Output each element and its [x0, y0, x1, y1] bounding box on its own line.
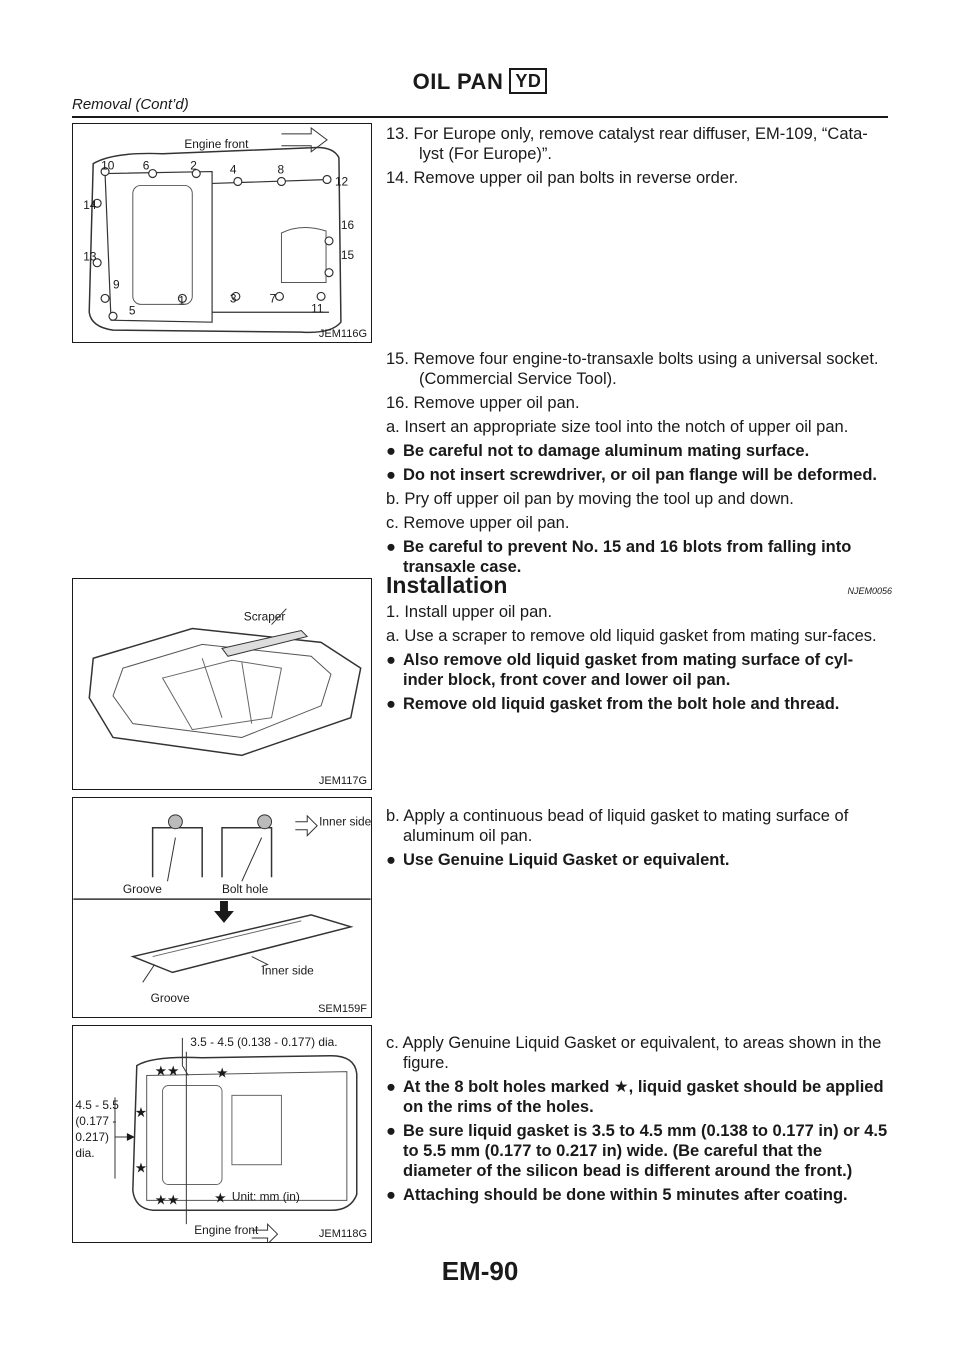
bolt-number: 15: [340, 247, 355, 262]
section-title: OIL PAN: [412, 69, 504, 94]
bolt-number: 14: [83, 198, 97, 213]
removal-steps-15-16: [386, 349, 892, 581]
bolt-number: 11: [311, 301, 324, 316]
bolt-number: 3: [229, 291, 237, 306]
step-1: 1. Install upper oil pan.: [386, 603, 553, 621]
caution-item: [386, 694, 892, 714]
bolt-hole-label: Bolt hole: [222, 882, 269, 897]
bullet-icon: ●: [386, 538, 396, 556]
bolt-number: 2: [190, 158, 197, 173]
bolt-number: 6: [142, 158, 150, 173]
figure-code: SEM159F: [318, 1003, 367, 1015]
svg-text:★★: ★★: [154, 1063, 180, 1080]
bullet-icon: ●: [386, 466, 396, 484]
dimension-left: dia.: [75, 1145, 95, 1160]
svg-text:★: ★: [214, 1190, 227, 1207]
bullet-icon: ●: [386, 442, 396, 460]
step-16b: b. Pry off upper oil pan by moving the tool up and down.: [386, 490, 794, 508]
bolt-number: 7: [269, 291, 277, 306]
scraper-illustration: [73, 579, 371, 789]
step-16: 16. Remove upper oil pan.: [386, 394, 580, 412]
svg-text:★: ★: [134, 1105, 148, 1122]
svg-text:★: ★: [216, 1065, 229, 1082]
installation-step-1: [386, 602, 892, 718]
header-rule: [72, 116, 888, 118]
scraper-label: Scraper: [243, 609, 286, 624]
caution-item: [386, 465, 892, 485]
figure-code: JEM117G: [318, 775, 367, 787]
bullet-icon: ●: [386, 1122, 396, 1140]
svg-text:★★: ★★: [154, 1192, 180, 1209]
caution-item: [386, 650, 892, 690]
inner-side-label: Inner side: [261, 963, 314, 978]
bullet-icon: ●: [386, 1186, 396, 1204]
bullet-icon: ●: [386, 851, 396, 869]
note-text: Use Genuine Liquid Gasket or equivalent.: [403, 851, 730, 869]
bolt-number: 4: [229, 162, 237, 177]
caution-item: [386, 441, 892, 461]
bolt-order-illustration: [73, 124, 371, 342]
star-icon: ★: [613, 1077, 629, 1096]
groove-label: Groove: [122, 882, 162, 897]
caution-item: [386, 1185, 892, 1205]
caution-item: [386, 1121, 892, 1181]
bolt-number: 10: [101, 158, 115, 173]
bullet-icon: ●: [386, 651, 396, 669]
installation-heading: [386, 572, 892, 599]
installation-step-1b: [386, 806, 892, 874]
page-title: [0, 68, 960, 95]
dimension-left: (0.177 -: [75, 1114, 117, 1129]
caution-text: Do not insert screwdriver, or oil pan flange will be deformed.: [403, 466, 878, 484]
bolt-number: 9: [113, 277, 120, 292]
figure-jem116g: [72, 123, 372, 343]
svg-text:★: ★: [134, 1160, 148, 1177]
bolt-number: 16: [340, 218, 355, 233]
caution-text: Be careful to prevent No. 15 and 16 blots from falling into transaxle case.: [403, 538, 852, 576]
bullet-icon: ●: [386, 695, 396, 713]
figure-code: JEM116G: [318, 328, 367, 340]
installation-title: Installation: [386, 572, 508, 598]
engine-badge: YD: [509, 68, 547, 94]
step-16c: c. Remove upper oil pan.: [386, 514, 570, 532]
note-item: [386, 850, 892, 870]
step-15: 15. Remove four engine-to-transaxle bolts using a universal socket. (Commercial Service Tool).: [386, 350, 879, 388]
caution-text: , liquid gasket should be applied on the rims of the holes.: [403, 1078, 884, 1116]
dimension-left: 4.5 - 5.5: [75, 1098, 119, 1113]
caution-text: At the 8 bolt holes marked: [403, 1078, 614, 1096]
step-1a: a. Use a scraper to remove old liquid gasket from mating sur-faces.: [386, 627, 877, 645]
caution-item: [386, 537, 892, 577]
figure-jem117g: [72, 578, 372, 790]
bullet-icon: ●: [386, 1078, 396, 1096]
step-1b: b. Apply a continuous bead of liquid gasket to mating surface of aluminum oil pan.: [386, 807, 849, 845]
unit-label: Unit: mm (in): [231, 1189, 300, 1204]
bolt-number: 12: [334, 174, 349, 189]
reference-code: NJEM0056: [847, 586, 892, 596]
bolt-number: 8: [277, 162, 285, 177]
gasket-bead-illustration: [73, 1026, 371, 1242]
caution-text: Be careful not to damage aluminum mating surface.: [403, 442, 810, 460]
engine-front-label: Engine front: [184, 136, 249, 151]
caution-text: Remove old liquid gasket from the bolt hole and thread.: [403, 695, 840, 713]
step-14: 14. Remove upper oil pan bolts in reverse order.: [386, 169, 739, 187]
removal-steps-13-14: [386, 124, 892, 192]
caution-item: [386, 1077, 892, 1117]
groove-label: Groove: [150, 991, 190, 1006]
bolt-number: 1: [178, 293, 186, 308]
step-16a: a. Insert an appropriate size tool into the notch of upper oil pan.: [386, 418, 849, 436]
dimension-left: 0.217): [75, 1129, 110, 1144]
dimension-top: 3.5 - 4.5 (0.138 - 0.177) dia.: [190, 1034, 338, 1049]
groove-bolt-hole-illustration: [73, 798, 371, 1017]
figure-jem118g: [72, 1025, 372, 1243]
page-number: EM-90: [441, 1256, 519, 1286]
step-1c: c. Apply Genuine Liquid Gasket or equivalent, to areas shown in the figure.: [386, 1034, 882, 1072]
figure-sem159f: [72, 797, 372, 1018]
installation-step-1c: [386, 1033, 892, 1209]
engine-front-label: Engine front: [194, 1223, 259, 1238]
bolt-number: 5: [128, 303, 136, 318]
caution-text: Be sure liquid gasket is 3.5 to 4.5 mm (0.138 to 0.177 in) or 4.5 to 5.5 mm (0.177 to 0.217 in) wide. (Be careful that the diameter of the silicon bead is different around the front.): [403, 1122, 888, 1180]
page-subtitle: Removal (Cont’d): [72, 96, 189, 113]
step-13: 13. For Europe only, remove catalyst rear diffuser, EM-109, “Cata-lyst (For Europe)”.: [386, 125, 868, 163]
caution-text: Also remove old liquid gasket from mating surface of cyl-inder block, front cover and lower oil pan.: [403, 651, 854, 689]
figure-code: JEM118G: [318, 1228, 367, 1240]
bolt-number: 13: [83, 249, 97, 264]
inner-side-label: Inner side: [319, 814, 371, 829]
caution-text: Attaching should be done within 5 minutes after coating.: [403, 1186, 848, 1204]
